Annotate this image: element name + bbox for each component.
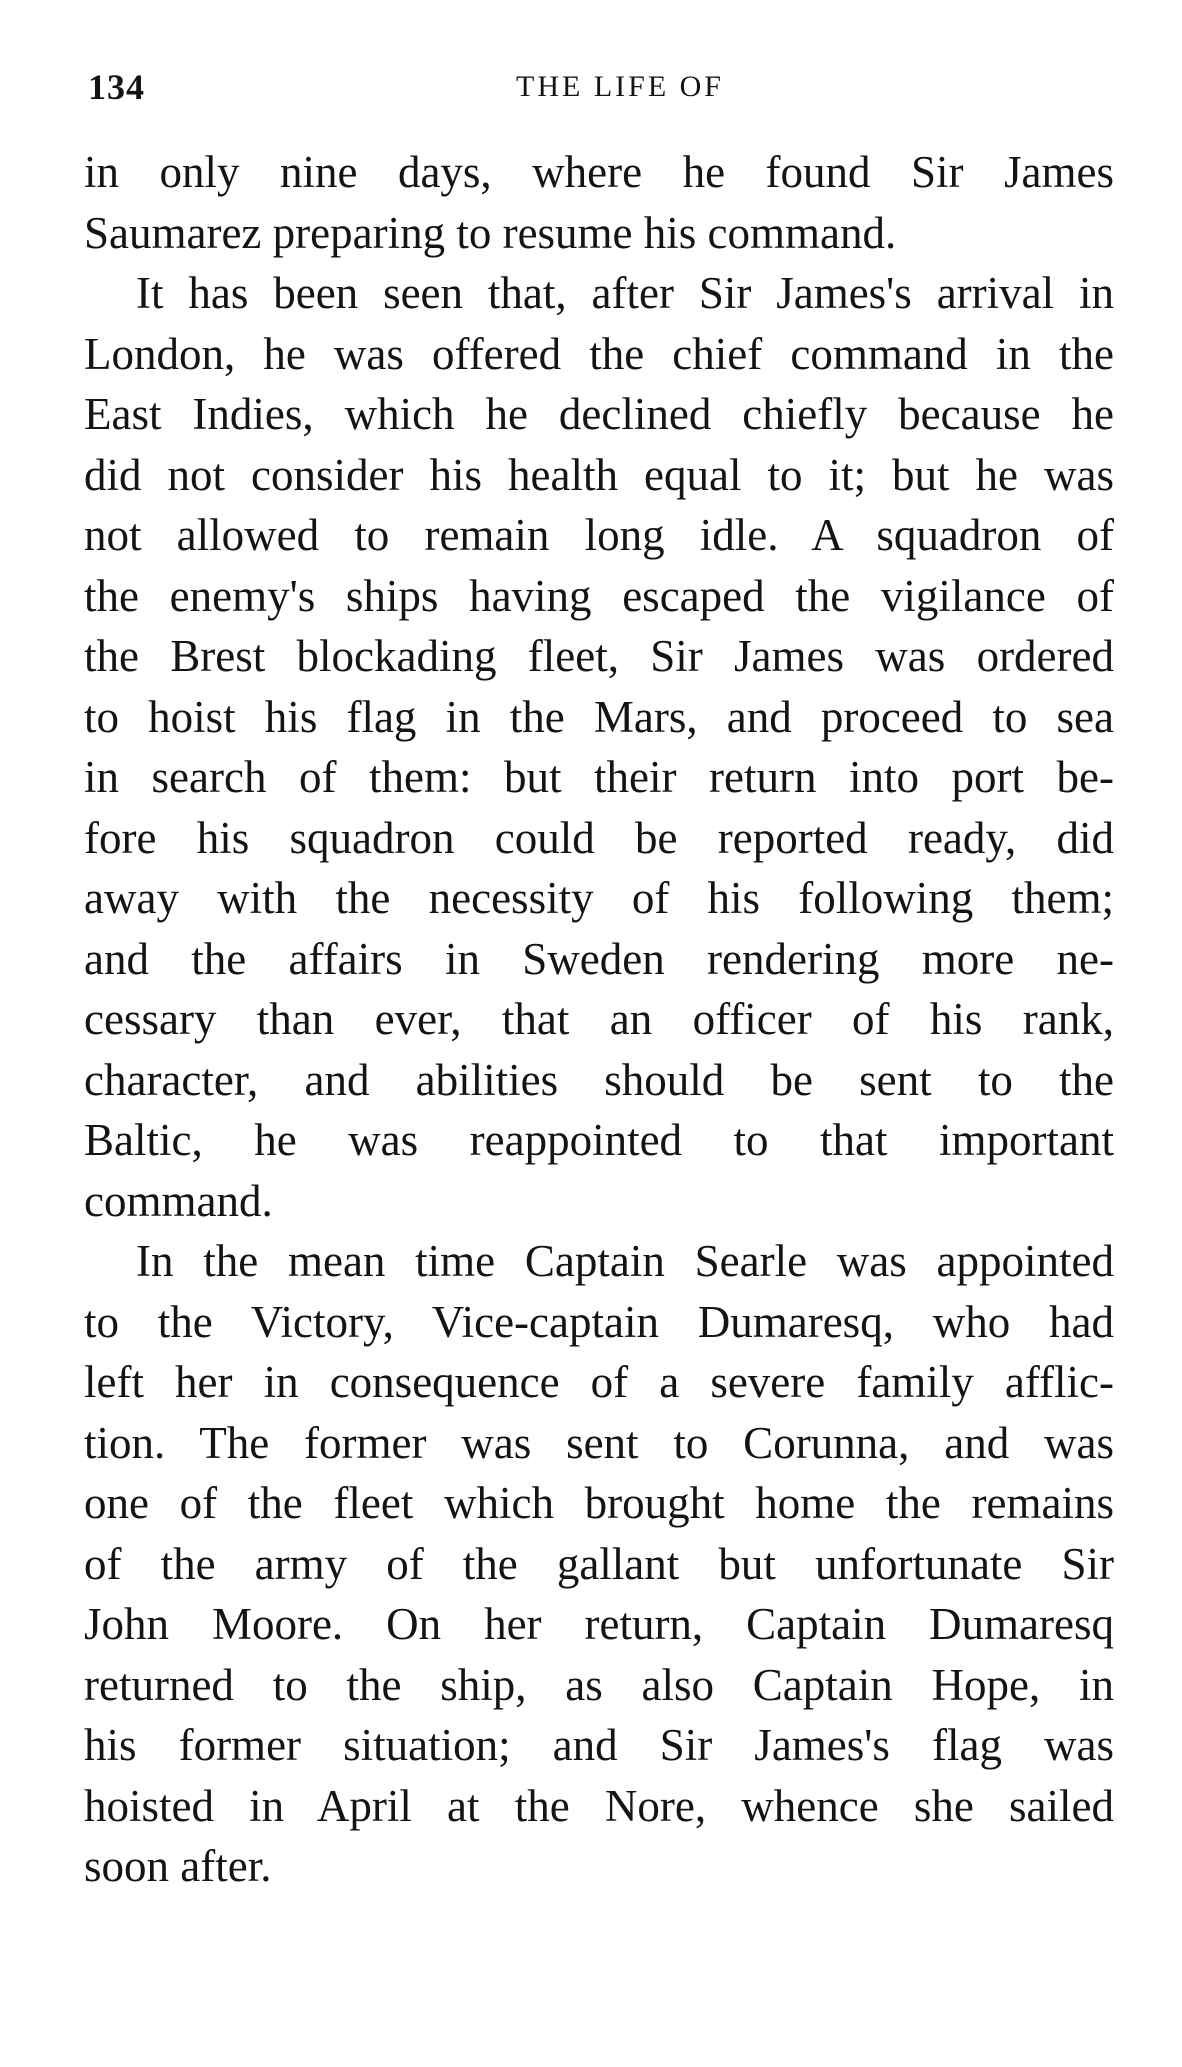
text-line: one of the fleet which brought home the remains — [84, 1478, 1114, 1528]
text-line: cessary than ever, that an officer of his rank, — [84, 994, 1114, 1044]
text-line: East Indies, which he declined chiefly because he — [84, 389, 1114, 439]
text-line: command. — [84, 1175, 273, 1226]
text-line: to hoist his flag in the Mars, and proceed to sea — [84, 691, 1114, 742]
text-line: in search of them: but their return into port be- — [84, 752, 1114, 802]
text-line: It has been seen that, after Sir James's arrival in — [136, 268, 1114, 318]
text-line: John Moore. On her return, Captain Dumaresq — [84, 1599, 1114, 1649]
running-head — [88, 66, 1112, 118]
text-line: London, he was offered the chief command in the — [84, 328, 1114, 379]
text-line: the Brest blockading fleet, Sir James was ordered — [84, 631, 1114, 681]
text-line: away with the necessity of his following them; — [84, 873, 1114, 923]
text-line: In the mean time Captain Searle was appointed — [136, 1236, 1114, 1286]
text-line: in only nine days, where he found Sir James — [84, 147, 1114, 197]
paragraph-3 — [84, 1231, 1114, 1897]
text-line: to the Victory, Vice-captain Dumaresq, who had — [84, 1296, 1114, 1347]
body-text — [84, 142, 1114, 1897]
running-title: THE LIFE OF — [516, 70, 724, 103]
page-number: 134 — [88, 67, 145, 107]
paragraph-1 — [84, 142, 1114, 263]
text-line: Baltic, he was reappointed to that important — [84, 1115, 1114, 1165]
text-line: tion. The former was sent to Corunna, and was — [84, 1417, 1114, 1468]
text-line: his former situation; and Sir James's flag was — [84, 1720, 1114, 1770]
text-line: hoisted in April at the Nore, whence she sailed — [84, 1780, 1114, 1831]
text-line: character, and abilities should be sent to the — [84, 1054, 1114, 1105]
text-line: soon after. — [84, 1841, 272, 1891]
text-line: returned to the ship, as also Captain Hope, in — [84, 1659, 1114, 1710]
text-line: did not consider his health equal to it; but he was — [84, 449, 1114, 500]
text-line: not allowed to remain long idle. A squadron of — [84, 510, 1114, 560]
text-line: the enemy's ships having escaped the vigilance of — [84, 570, 1114, 621]
text-line: left her in consequence of a severe family afflic- — [84, 1357, 1114, 1407]
text-line: fore his squadron could be reported ready, did — [84, 812, 1114, 863]
text-line: and the affairs in Sweden rendering more ne- — [84, 933, 1114, 984]
text-line: of the army of the gallant but unfortunate Sir — [84, 1538, 1114, 1589]
paragraph-2 — [84, 263, 1114, 1231]
text-line: Saumarez preparing to resume his command. — [84, 207, 897, 258]
